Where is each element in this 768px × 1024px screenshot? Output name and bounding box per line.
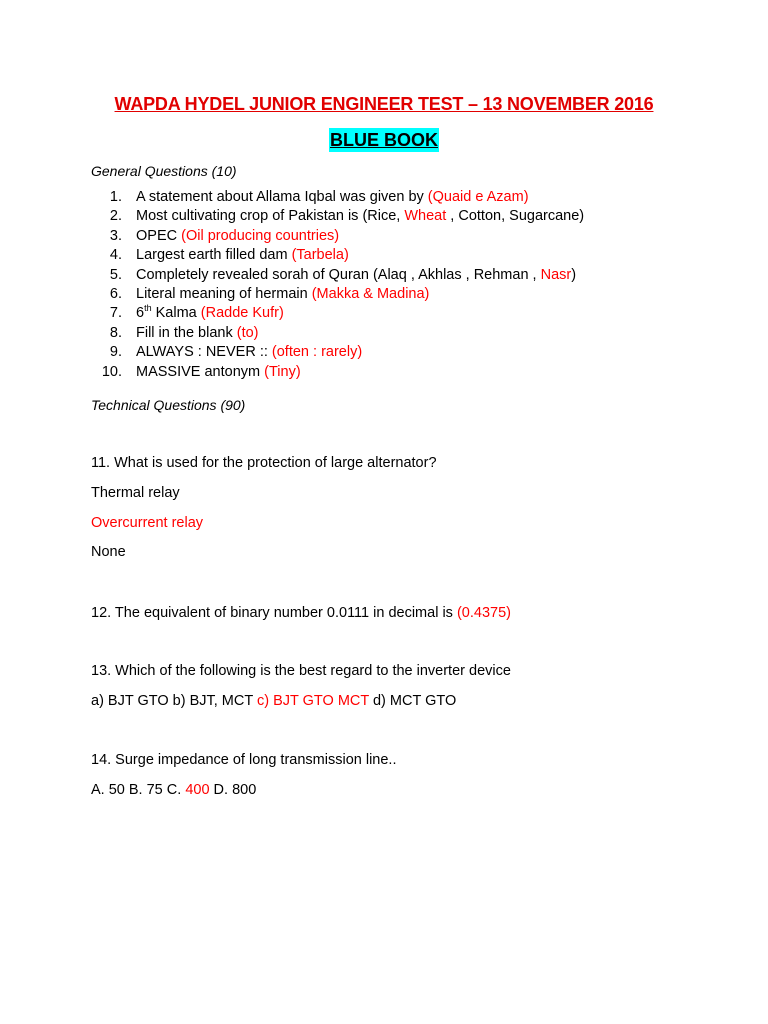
question-11: 11. What is used for the protection of large alternator? [91,455,437,471]
answer: c) BJT GTO MCT [256,693,369,709]
answer: (Oil producing countries) [181,227,340,244]
answer: (to) [236,324,259,341]
answer: (Makka & Madina) [311,285,430,302]
list-item: 5. Completely revealed sorah of Quran (Alaq , Akhlas , Rehman , Nasr) [109,266,577,283]
list-item: 1. A statement about Allama Iqbal was given by (Quaid e Azam) [109,189,529,205]
question-12: 12. The equivalent of binary number 0.0111 in decimal is (0.4375) [91,605,511,621]
list-item: 7. 6th Kalma (Radde Kufr) [109,303,284,322]
q14-options: A. 50 B. 75 C. 400 D. 800 [91,782,257,798]
general-questions-heading: General Questions (10) [91,163,237,179]
list-item: 8. Fill in the blank (to) [109,324,259,341]
technical-questions-heading: Technical Questions (90) [91,397,246,413]
answer: (Tiny) [264,363,301,380]
list-item: 10. MASSIVE antonym (Tiny) [101,363,301,380]
answer: (Tarbela) [291,247,349,264]
answer: (Quaid e Azam) [427,189,529,205]
general-questions-list [91,188,731,382]
list-item: 6. Literal meaning of hermain (Makka & Madina) [109,285,430,302]
list-item: 2. Most cultivating crop of Pakistan is (Rice, Wheat , Cotton, Sugarcane) [109,208,585,225]
subtitle-container [0,128,768,152]
list-item: 9. ALWAYS : NEVER :: (often : rarely) [109,344,363,361]
answer: (often : rarely) [271,344,363,361]
answer: Wheat [404,208,447,225]
q11-option-3: None [91,544,126,560]
question-14: 14. Surge impedance of long transmission line.. [91,752,397,768]
answer: Nasr [540,266,572,283]
answer: 400 [185,782,210,798]
answer: (Radde Kufr) [200,305,284,322]
question-13: 13. Which of the following is the best regard to the inverter device [91,663,511,679]
list-item: 4. Largest earth filled dam (Tarbela) [109,247,349,264]
q13-options: a) BJT GTO b) BJT, MCT c) BJT GTO MCT d) MCT GTO [91,693,457,709]
q11-option-2-answer: Overcurrent relay [91,515,204,531]
list-item: 3. OPEC (Oil producing countries) [109,227,340,244]
document-subtitle: BLUE BOOK [330,130,438,150]
answer: (0.4375) [456,605,511,621]
q11-option-1: Thermal relay [91,485,180,501]
document-title: WAPDA HYDEL JUNIOR ENGINEER TEST – 13 NOVEMBER 2016 [114,94,654,114]
